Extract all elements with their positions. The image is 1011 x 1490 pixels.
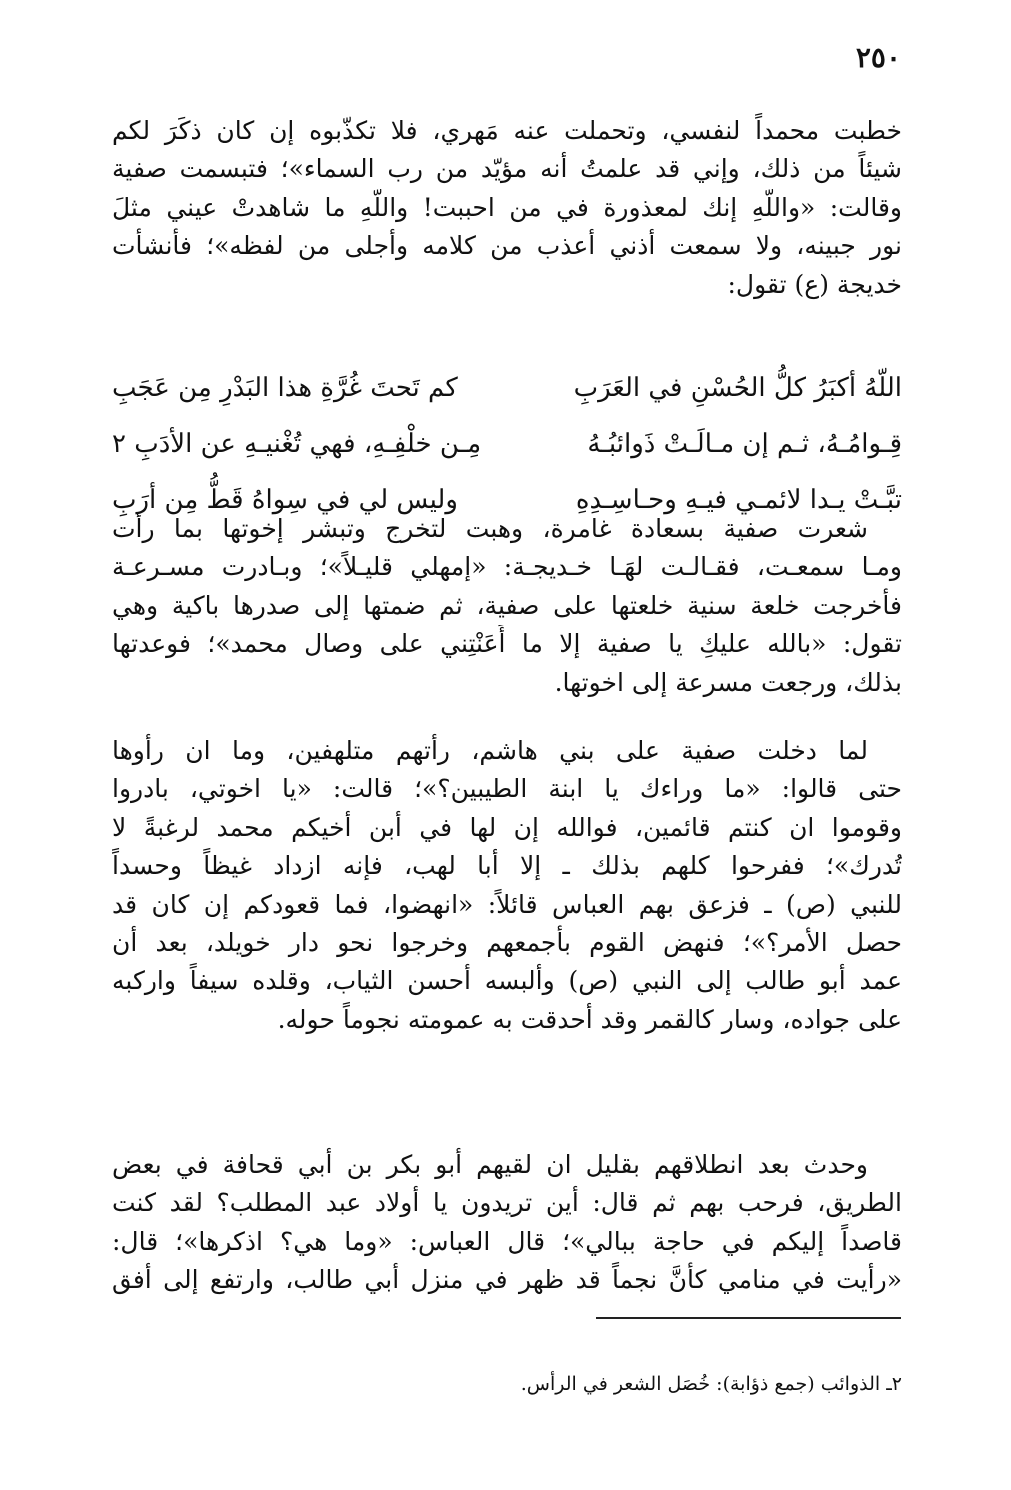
text-line: خطبت محمداً لنفسي، وتحملت عنه مَهري، فلا تكذّبوه إن كان ذكَرَ لكم — [112, 116, 902, 145]
text-line: الطريق، فرحب بهم ثم قال: أين تريدون يا أولاد عبد المطلب؟ لقد كنت — [112, 1188, 902, 1218]
text-line: حتى قالوا: «ما وراءك يا ابنة الطيبين؟»؛ قالت: «يا اخوتي، بادروا — [112, 774, 902, 804]
text-line: ومـا سمعـت، فقـالـت لهَـا خـديجـة: «إمهلي قليـلاً»؛ وبـادرت مسـرعـة — [112, 552, 902, 582]
verse-first-hemistich: قِـوامُـهُ، ثـم إن مـالَـتْ ذَوائبُـهُ — [587, 429, 902, 459]
text-line: قاصداً إليكم في حاجة ببالي»؛ قال العباس: «وما هي؟ اذكرها»؛ قال: — [112, 1226, 902, 1256]
text-line: للنبي (ص) ـ فزعق بهم العباس قائلاً: «انهضوا، فما قعودكم إن كان قد — [112, 889, 902, 919]
text-line: فأخرجت خلعة سنية خلعتها على صفية، ثم ضمتها إلى صدرها باكية وهي — [112, 590, 902, 620]
paragraph-1 — [112, 112, 902, 304]
verse-second-hemistich: كم تَحتَ غُرَّةِ هذا البَدْرِ مِن عَجَبِ — [112, 373, 458, 403]
text-line: عمد أبو طالب إلى النبي (ص) وألبسه أحسن الثياب، وقلده سيفاً واركبه — [112, 966, 902, 996]
text-line: «رأيت في منامي كأنَّ نجماً قد ظهر في منزل أبي طالب، وارتفع إلى أفق — [112, 1265, 902, 1295]
paragraph-4 — [112, 1146, 902, 1300]
poem — [112, 360, 902, 528]
text-line: تقول: «بالله عليكِ يا صفية إلا ما أَعَنْتِني على وصال محمد»؛ فوعدتها — [112, 629, 902, 659]
verse-second-hemistich: مِـن خلْفِـهِ، فهي تُغْنيـهِ عن الأدَبِ ٢ — [112, 429, 482, 459]
text-line: شعرت صفية بسعادة غامرة، وهبت لتخرج وتبشر إخوتها بما رأت — [112, 514, 868, 543]
text-line: حصل الأمر؟»؛ فنهض القوم بأجمعهم وخرجوا نحو دار خويلد، بعد أن — [112, 928, 902, 958]
text-line: بذلك، ورجعت مسرعة إلى اخوتها. — [554, 667, 902, 697]
text-line: تُدرك»؛ ففرحوا كلهم بذلك ـ إلا أبا لهب، فإنه ازداد غيظاً وحسداً — [112, 851, 902, 881]
verse-second-hemistich: وليس لي في سِواهُ قَطُّ مِن أرَبِ — [112, 485, 458, 515]
verse-first-hemistich: تبَّـتْ يـدا لائمـي فيـهِ وحـاسِـدِهِ — [575, 485, 902, 515]
poem-verse — [112, 416, 902, 472]
footnote: ٢ـ الذوائب (جمع ذؤابة): خُصَل الشعر في الرأس. — [520, 1373, 902, 1395]
text-line: نور جبينه، ولا سمعت أذني أعذب من كلامه وأجلى من لفظه»؛ فأنشأت — [112, 231, 902, 261]
text-line: شيئاً من ذلك، وإني قد علمتُ أنه مؤيّد من رب السماء»؛ فتبسمت صفية — [112, 154, 902, 184]
verse-first-hemistich: اللّهُ أكبَرُ كلُّ الحُسْنِ في العَرَبِ — [573, 373, 902, 403]
text-line: على جواده، وسار كالقمر وقد أحدقت به عمومته نجوماً حوله. — [277, 1004, 902, 1034]
footnote-separator — [596, 1317, 901, 1319]
text-line: خديجة (ع) تقول: — [727, 269, 902, 299]
text-line: لما دخلت صفية على بني هاشم، رأتهم متلهفين، وما ان رأوها — [112, 736, 868, 765]
text-line: وحدث بعد انطلاقهم بقليل ان لقيهم أبو بكر بن أبي قحافة في بعض — [112, 1150, 868, 1179]
text-line: وقالت: «واللّهِ إنك لمعذورة في من احببت! واللّهِ ما شاهدتْ عيني مثلَ — [112, 192, 902, 222]
text-line: وقوموا ان كنتم قائمين، فوالله إن لها في أبن أخيكم محمد لرغبةً لا — [112, 812, 902, 842]
page-number: ٢٥٠ — [855, 41, 901, 74]
paragraph-3 — [112, 732, 902, 1039]
paragraph-2 — [112, 510, 902, 702]
poem-verse — [112, 360, 902, 416]
